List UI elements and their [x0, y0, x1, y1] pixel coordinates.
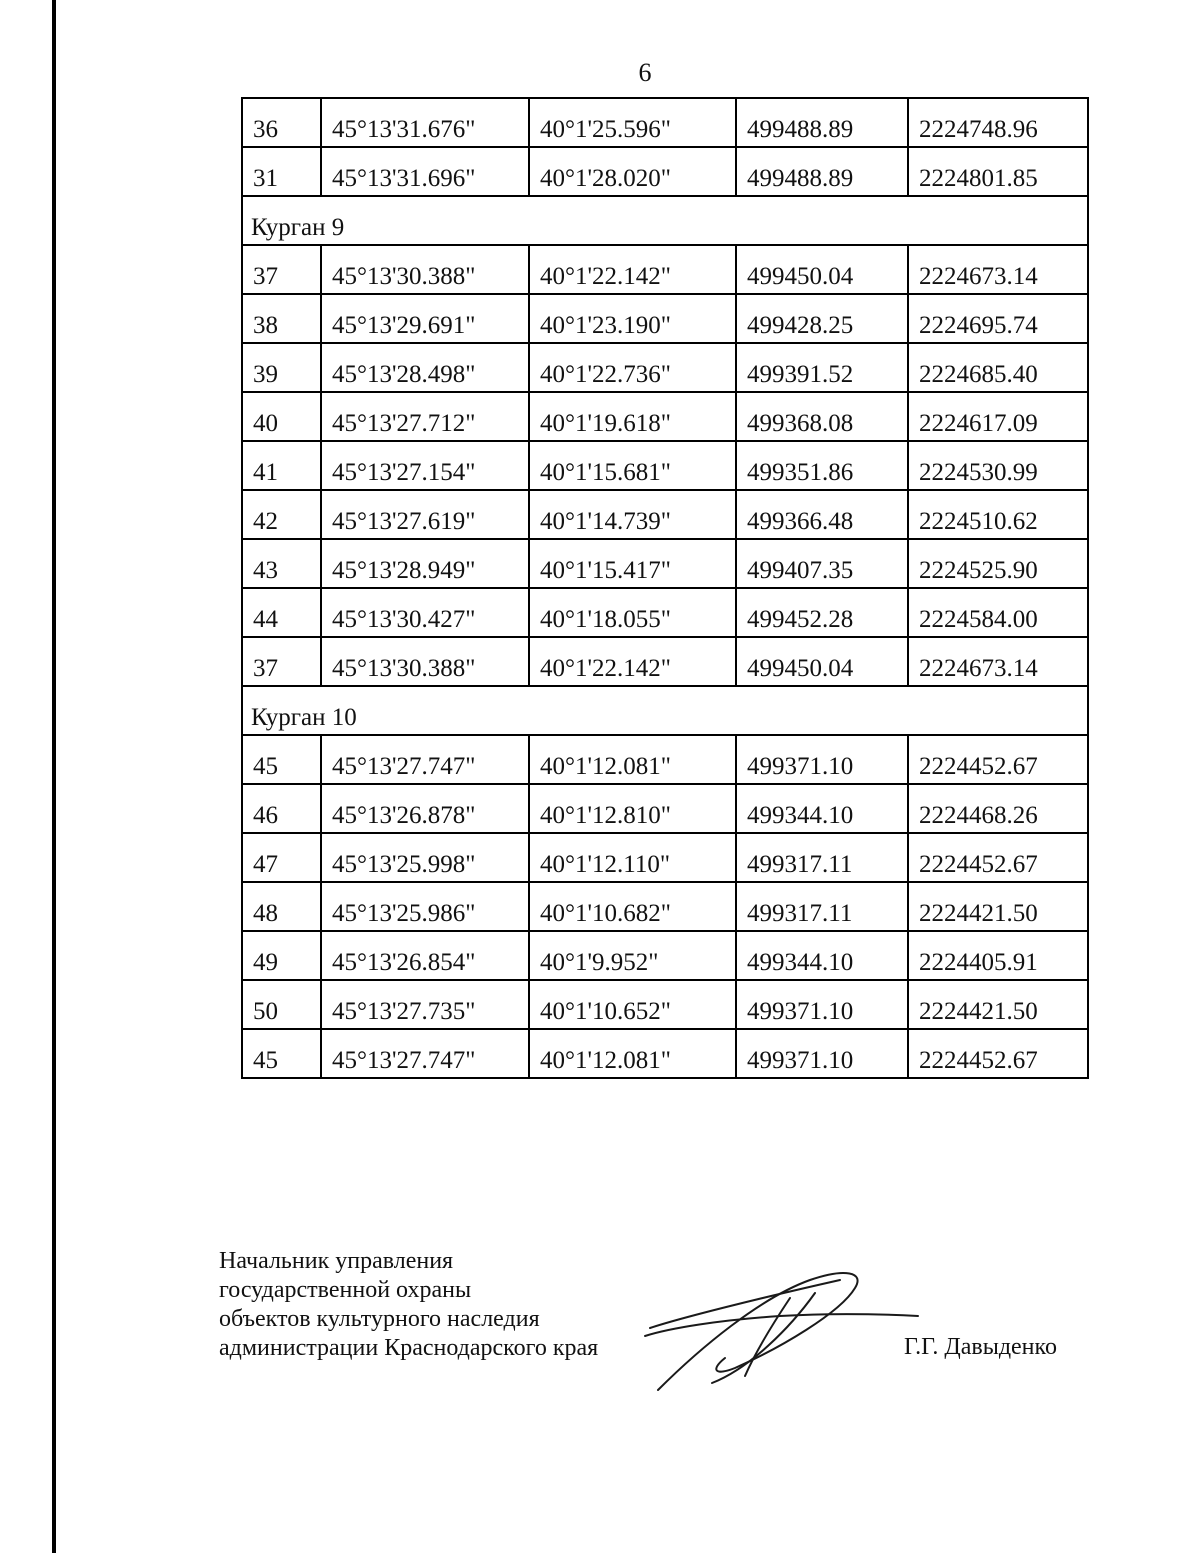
y-coordinate-cell: 2224673.14	[908, 245, 1088, 294]
y-coordinate-cell: 2224405.91	[908, 931, 1088, 980]
section-row	[242, 196, 1088, 245]
table-row	[242, 784, 1088, 833]
signatory-title-line: объектов культурного наследия	[219, 1306, 540, 1332]
longitude-cell: 40°1'15.417"	[529, 539, 736, 588]
longitude-cell: 40°1'22.142"	[529, 637, 736, 686]
y-coordinate-cell: 2224452.67	[908, 833, 1088, 882]
y-coordinate-cell: 2224695.74	[908, 294, 1088, 343]
latitude-cell: 45°13'30.388"	[321, 637, 529, 686]
x-coordinate-cell: 499371.10	[736, 1029, 908, 1078]
table-row	[242, 882, 1088, 931]
y-coordinate-cell: 2224421.50	[908, 980, 1088, 1029]
table-row	[242, 1029, 1088, 1078]
x-coordinate-cell: 499452.28	[736, 588, 908, 637]
point-number-cell: 37	[242, 245, 321, 294]
longitude-cell: 40°1'15.681"	[529, 441, 736, 490]
x-coordinate-cell: 499344.10	[736, 931, 908, 980]
x-coordinate-cell: 499450.04	[736, 245, 908, 294]
left-margin-rule	[52, 0, 56, 1553]
point-number-cell: 41	[242, 441, 321, 490]
x-coordinate-cell: 499366.48	[736, 490, 908, 539]
point-number-cell: 40	[242, 392, 321, 441]
longitude-cell: 40°1'14.739"	[529, 490, 736, 539]
y-coordinate-cell: 2224748.96	[908, 98, 1088, 147]
point-number-cell: 48	[242, 882, 321, 931]
table-row	[242, 833, 1088, 882]
point-number-cell: 38	[242, 294, 321, 343]
longitude-cell: 40°1'23.190"	[529, 294, 736, 343]
x-coordinate-cell: 499371.10	[736, 735, 908, 784]
y-coordinate-cell: 2224685.40	[908, 343, 1088, 392]
y-coordinate-cell: 2224421.50	[908, 882, 1088, 931]
latitude-cell: 45°13'30.388"	[321, 245, 529, 294]
table-row	[242, 931, 1088, 980]
table-row	[242, 147, 1088, 196]
x-coordinate-cell: 499488.89	[736, 147, 908, 196]
table-row	[242, 392, 1088, 441]
y-coordinate-cell: 2224525.90	[908, 539, 1088, 588]
longitude-cell: 40°1'12.110"	[529, 833, 736, 882]
point-number-cell: 42	[242, 490, 321, 539]
y-coordinate-cell: 2224452.67	[908, 735, 1088, 784]
section-row	[242, 686, 1088, 735]
point-number-cell: 49	[242, 931, 321, 980]
x-coordinate-cell: 499368.08	[736, 392, 908, 441]
coordinates-table	[241, 97, 1089, 1079]
table-row	[242, 637, 1088, 686]
y-coordinate-cell: 2224510.62	[908, 490, 1088, 539]
x-coordinate-cell: 499407.35	[736, 539, 908, 588]
longitude-cell: 40°1'12.810"	[529, 784, 736, 833]
x-coordinate-cell: 499351.86	[736, 441, 908, 490]
table-row	[242, 441, 1088, 490]
table-row	[242, 980, 1088, 1029]
point-number-cell: 47	[242, 833, 321, 882]
x-coordinate-cell: 499428.25	[736, 294, 908, 343]
table-row	[242, 588, 1088, 637]
latitude-cell: 45°13'31.676"	[321, 98, 529, 147]
longitude-cell: 40°1'10.652"	[529, 980, 736, 1029]
longitude-cell: 40°1'28.020"	[529, 147, 736, 196]
x-coordinate-cell: 499488.89	[736, 98, 908, 147]
y-coordinate-cell: 2224617.09	[908, 392, 1088, 441]
longitude-cell: 40°1'12.081"	[529, 1029, 736, 1078]
y-coordinate-cell: 2224801.85	[908, 147, 1088, 196]
point-number-cell: 45	[242, 735, 321, 784]
x-coordinate-cell: 499317.11	[736, 882, 908, 931]
latitude-cell: 45°13'31.696"	[321, 147, 529, 196]
latitude-cell: 45°13'27.712"	[321, 392, 529, 441]
y-coordinate-cell: 2224673.14	[908, 637, 1088, 686]
table-row	[242, 735, 1088, 784]
latitude-cell: 45°13'25.998"	[321, 833, 529, 882]
point-number-cell: 46	[242, 784, 321, 833]
longitude-cell: 40°1'12.081"	[529, 735, 736, 784]
latitude-cell: 45°13'29.691"	[321, 294, 529, 343]
latitude-cell: 45°13'26.878"	[321, 784, 529, 833]
x-coordinate-cell: 499317.11	[736, 833, 908, 882]
latitude-cell: 45°13'28.498"	[321, 343, 529, 392]
point-number-cell: 39	[242, 343, 321, 392]
latitude-cell: 45°13'30.427"	[321, 588, 529, 637]
point-number-cell: 37	[242, 637, 321, 686]
table-row	[242, 539, 1088, 588]
latitude-cell: 45°13'28.949"	[321, 539, 529, 588]
longitude-cell: 40°1'19.618"	[529, 392, 736, 441]
x-coordinate-cell: 499344.10	[736, 784, 908, 833]
point-number-cell: 31	[242, 147, 321, 196]
signatory-name: Г.Г. Давыденко	[904, 1334, 1057, 1360]
point-number-cell: 36	[242, 98, 321, 147]
signatory-title-line: государственной охраны	[219, 1277, 472, 1303]
x-coordinate-cell: 499391.52	[736, 343, 908, 392]
latitude-cell: 45°13'27.619"	[321, 490, 529, 539]
section-label: Курган 10	[242, 686, 1088, 735]
table-row	[242, 490, 1088, 539]
table-row	[242, 343, 1088, 392]
y-coordinate-cell: 2224468.26	[908, 784, 1088, 833]
point-number-cell: 43	[242, 539, 321, 588]
longitude-cell: 40°1'9.952"	[529, 931, 736, 980]
longitude-cell: 40°1'22.736"	[529, 343, 736, 392]
longitude-cell: 40°1'22.142"	[529, 245, 736, 294]
longitude-cell: 40°1'18.055"	[529, 588, 736, 637]
longitude-cell: 40°1'25.596"	[529, 98, 736, 147]
y-coordinate-cell: 2224584.00	[908, 588, 1088, 637]
page-number: 6	[638, 58, 652, 87]
signatory-title-line: администрации Краснодарского края	[219, 1335, 599, 1361]
latitude-cell: 45°13'26.854"	[321, 931, 529, 980]
x-coordinate-cell: 499371.10	[736, 980, 908, 1029]
latitude-cell: 45°13'27.747"	[321, 1029, 529, 1078]
table-row	[242, 294, 1088, 343]
latitude-cell: 45°13'27.154"	[321, 441, 529, 490]
latitude-cell: 45°13'27.747"	[321, 735, 529, 784]
signatory-title-line: Начальник управления	[219, 1248, 454, 1274]
longitude-cell: 40°1'10.682"	[529, 882, 736, 931]
point-number-cell: 50	[242, 980, 321, 1029]
table-row	[242, 245, 1088, 294]
point-number-cell: 45	[242, 1029, 321, 1078]
table-row	[242, 98, 1088, 147]
handwritten-signature	[640, 1258, 920, 1398]
coordinates-table-body	[242, 98, 1088, 1078]
signatory-title	[219, 1247, 598, 1363]
y-coordinate-cell: 2224452.67	[908, 1029, 1088, 1078]
point-number-cell: 44	[242, 588, 321, 637]
latitude-cell: 45°13'25.986"	[321, 882, 529, 931]
x-coordinate-cell: 499450.04	[736, 637, 908, 686]
section-label: Курган 9	[242, 196, 1088, 245]
latitude-cell: 45°13'27.735"	[321, 980, 529, 1029]
y-coordinate-cell: 2224530.99	[908, 441, 1088, 490]
